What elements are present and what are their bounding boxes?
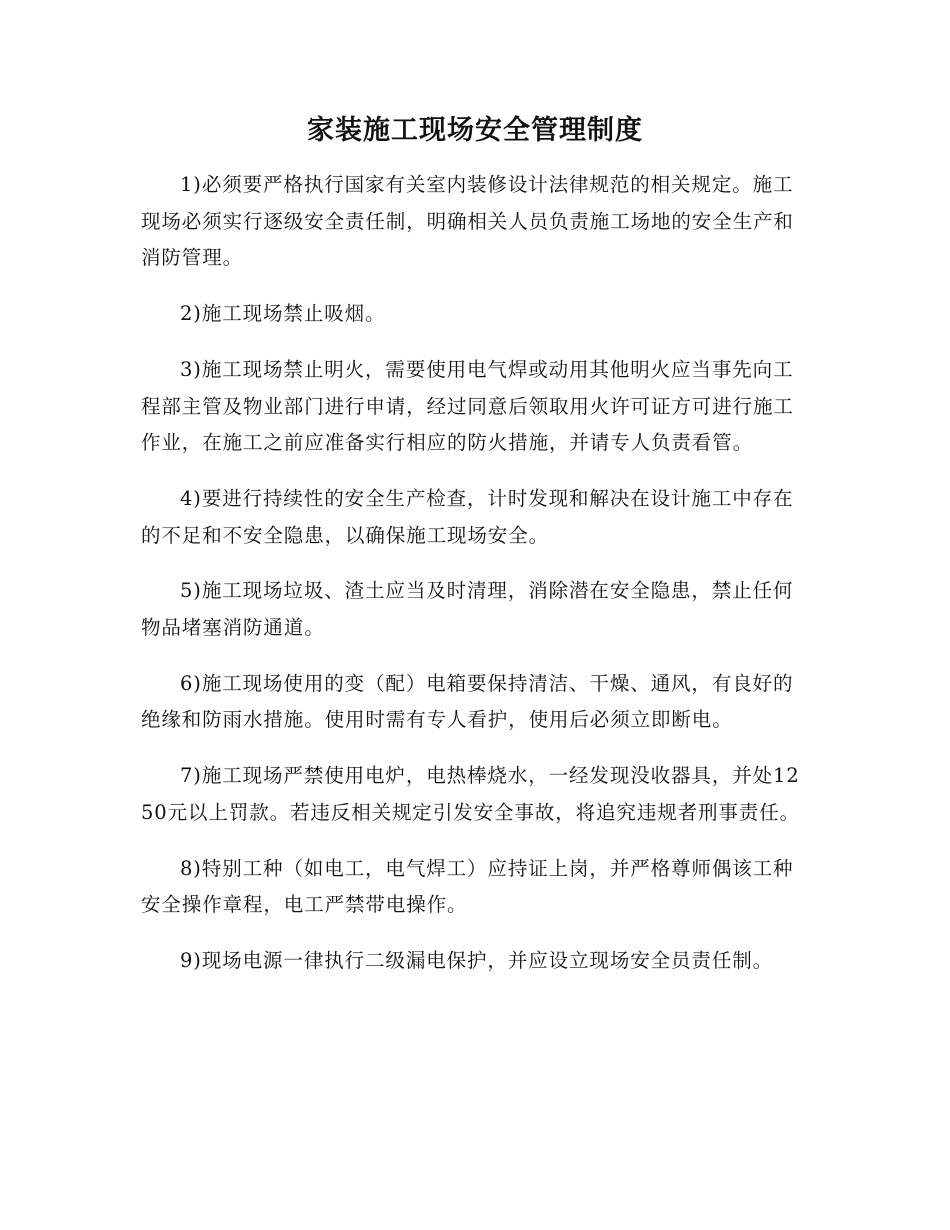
paragraph-9: 9)现场电源一律执行二级漏电保护，并应设立现场安全员责任制。 bbox=[180, 948, 774, 972]
paragraph-5: 5)施工现场垃圾、渣土应当及时清理，消除潜在安全隐患，禁止任何物品堵塞消防通道。 bbox=[141, 579, 794, 640]
paragraph-7: 7)施工现场严禁使用电炉，电热棒烧水，一经发现没收器具，并处1250元以上罚款。若违反相关规定引发安全事故，将追究违规者刑事责任。 bbox=[141, 764, 801, 824]
document-body bbox=[141, 167, 801, 999]
paragraph-8: 8)特别工种（如电工，电气焊工）应持证上岗，并严格尊师偶该工种安全操作章程，电工严禁带电操作。 bbox=[141, 856, 794, 917]
paragraph-3: 3)施工现场禁止明火，需要使用电气焊或动用其他明火应当事先向工程部主管及物业部门进行申请，经过同意后领取用火许可证方可进行施工作业，在施工之前应准备实行相应的防火措施，并请专人负责看管。 bbox=[141, 357, 794, 455]
paragraph-2: 2)施工现场禁止吸烟。 bbox=[180, 302, 386, 326]
paragraph-6: 6)施工现场使用的变（配）电箱要保持清洁、干燥、通风，有良好的绝缘和防雨水措施。使用时需有专人看护，使用后必须立即断电。 bbox=[141, 671, 794, 732]
paragraph-1: 1)必须要严格执行国家有关室内装修设计法律规范的相关规定。施工现场必须实行逐级安全责任制，明确相关人员负责施工场地的安全生产和消防管理。 bbox=[141, 173, 794, 270]
document-title: 家装施工现场安全管理制度 bbox=[307, 115, 643, 146]
paragraph-4: 4)要进行持续性的安全生产检查，计时发现和解决在设计施工中存在的不足和不安全隐患，以确保施工现场安全。 bbox=[141, 486, 794, 547]
